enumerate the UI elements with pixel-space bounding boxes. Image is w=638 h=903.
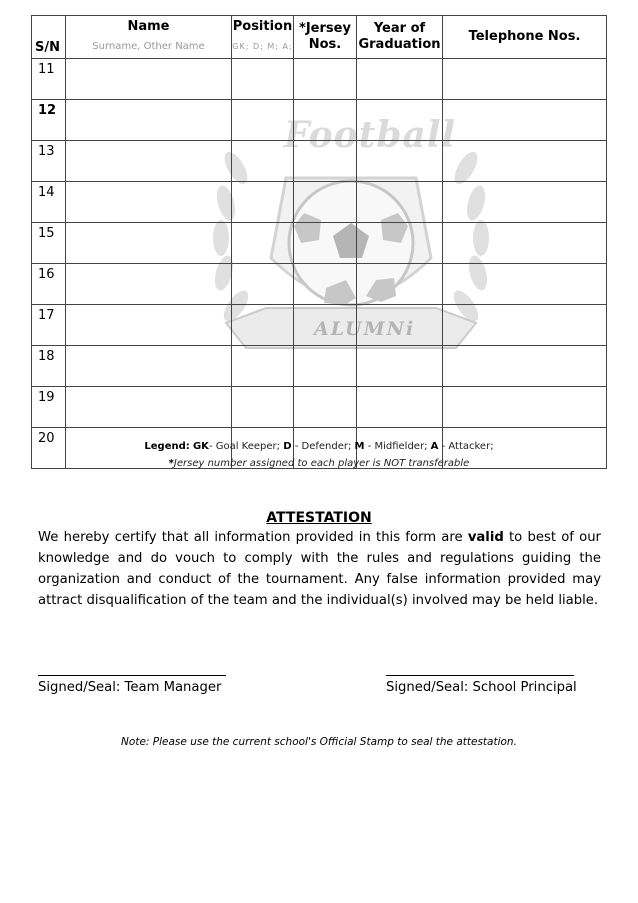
team-manager-signature-label: Signed/Seal: Team Manager <box>38 680 222 695</box>
name-cell[interactable] <box>66 305 232 346</box>
legend-m-text: - Midfielder; <box>367 441 428 452</box>
position-cell[interactable] <box>232 182 294 223</box>
header-name-label: Name <box>127 19 170 34</box>
header-jersey-line1: *Jersey <box>299 21 351 36</box>
header-position <box>232 16 294 59</box>
legend-gk-text: - Goal Keeper; <box>208 441 281 452</box>
jersey-cell[interactable] <box>294 100 357 141</box>
year-cell[interactable] <box>357 141 443 182</box>
attestation-title: ATTESTATION <box>266 510 372 526</box>
year-cell[interactable] <box>357 387 443 428</box>
name-cell[interactable] <box>66 141 232 182</box>
table-row <box>32 305 607 346</box>
legend-m: M <box>354 441 365 452</box>
header-year-line1: Year of <box>373 21 426 36</box>
row-number: 12 <box>32 100 66 141</box>
header-position-label: Position <box>232 19 293 34</box>
header-telephone: Telephone Nos. <box>443 16 607 59</box>
header-year-line2: Graduation <box>358 37 441 52</box>
telephone-cell[interactable] <box>443 141 607 182</box>
header-name-sub: Surname, Other Name <box>92 41 205 52</box>
team-manager-signature-line[interactable] <box>38 665 226 676</box>
jersey-cell[interactable] <box>294 346 357 387</box>
table-row <box>32 387 607 428</box>
row-number: 16 <box>32 264 66 305</box>
name-cell[interactable] <box>66 182 232 223</box>
row-number: 13 <box>32 141 66 182</box>
name-cell[interactable] <box>66 264 232 305</box>
year-cell[interactable] <box>357 346 443 387</box>
jersey-legend <box>0 458 638 469</box>
row-number: 18 <box>32 346 66 387</box>
telephone-cell[interactable] <box>443 346 607 387</box>
name-cell[interactable] <box>66 223 232 264</box>
row-number: 15 <box>32 223 66 264</box>
telephone-cell[interactable] <box>443 100 607 141</box>
name-cell[interactable] <box>66 59 232 100</box>
telephone-cell[interactable] <box>443 223 607 264</box>
jersey-cell[interactable] <box>294 223 357 264</box>
name-cell[interactable] <box>66 100 232 141</box>
attestation-text-1: We hereby certify that all information provided in this form are <box>38 530 463 545</box>
legend-d-text: - Defender; <box>294 441 352 452</box>
row-number: 14 <box>32 182 66 223</box>
year-cell[interactable] <box>357 223 443 264</box>
player-roster-table <box>31 15 607 469</box>
principal-signature-line[interactable] <box>386 665 574 676</box>
position-cell[interactable] <box>232 100 294 141</box>
legend-star: * <box>168 458 174 469</box>
jersey-cell[interactable] <box>294 305 357 346</box>
row-number: 20 <box>32 428 66 469</box>
year-cell[interactable] <box>357 59 443 100</box>
position-cell[interactable] <box>232 305 294 346</box>
jersey-cell[interactable] <box>294 59 357 100</box>
table-row <box>32 264 607 305</box>
position-cell[interactable] <box>232 264 294 305</box>
jersey-cell[interactable] <box>294 141 357 182</box>
year-cell[interactable] <box>357 264 443 305</box>
legend-jersey-note: Jersey number assigned to each player is NOT transferable <box>173 458 470 469</box>
jersey-cell[interactable] <box>294 264 357 305</box>
header-jersey-line2: Nos. <box>308 37 342 52</box>
legend-gk: GK <box>192 441 209 452</box>
legend-d: D <box>283 441 292 452</box>
telephone-cell[interactable] <box>443 305 607 346</box>
jersey-cell[interactable] <box>294 182 357 223</box>
header-sn: S/N <box>32 16 66 59</box>
row-number: 17 <box>32 305 66 346</box>
table-row <box>32 141 607 182</box>
header-year <box>357 16 443 59</box>
table-header-row <box>32 16 607 59</box>
legend-label: Legend: <box>144 441 190 452</box>
table-row <box>32 59 607 100</box>
header-name <box>66 16 232 59</box>
row-number: 19 <box>32 387 66 428</box>
position-legend <box>0 441 638 452</box>
telephone-cell[interactable] <box>443 387 607 428</box>
telephone-cell[interactable] <box>443 59 607 100</box>
name-cell[interactable] <box>66 387 232 428</box>
jersey-cell[interactable] <box>294 387 357 428</box>
attestation-text-2: to best of our knowledge and do vouch to comply with the rules and regulations guiding the organization and conduct of the tournament. Any false information provided may attract disqualification of the team and the individual(s) involved may be held liable. <box>38 530 601 608</box>
year-cell[interactable] <box>357 182 443 223</box>
watermark-alumni: ALUMNi <box>314 318 416 340</box>
table-row <box>32 346 607 387</box>
position-cell[interactable] <box>232 223 294 264</box>
watermark-title: Football <box>284 114 457 156</box>
legend-a: A <box>430 441 439 452</box>
header-jersey <box>294 16 357 59</box>
stamp-note: Note: Please use the current school's Official Stamp to seal the attestation. <box>121 736 517 748</box>
year-cell[interactable] <box>357 100 443 141</box>
table-row <box>32 223 607 264</box>
position-cell[interactable] <box>232 141 294 182</box>
header-position-sub: GK; D; M; A; <box>232 42 293 51</box>
name-cell[interactable] <box>66 346 232 387</box>
principal-signature-label: Signed/Seal: School Principal <box>386 680 577 695</box>
year-cell[interactable] <box>357 305 443 346</box>
telephone-cell[interactable] <box>443 264 607 305</box>
position-cell[interactable] <box>232 59 294 100</box>
attestation-valid: valid <box>467 530 504 545</box>
legend-a-text: - Attacker; <box>441 441 494 452</box>
row-number: 11 <box>32 59 66 100</box>
position-cell[interactable] <box>232 387 294 428</box>
telephone-cell[interactable] <box>443 182 607 223</box>
position-cell[interactable] <box>232 346 294 387</box>
table-row <box>32 100 607 141</box>
attestation-body <box>38 527 601 611</box>
table-row <box>32 182 607 223</box>
